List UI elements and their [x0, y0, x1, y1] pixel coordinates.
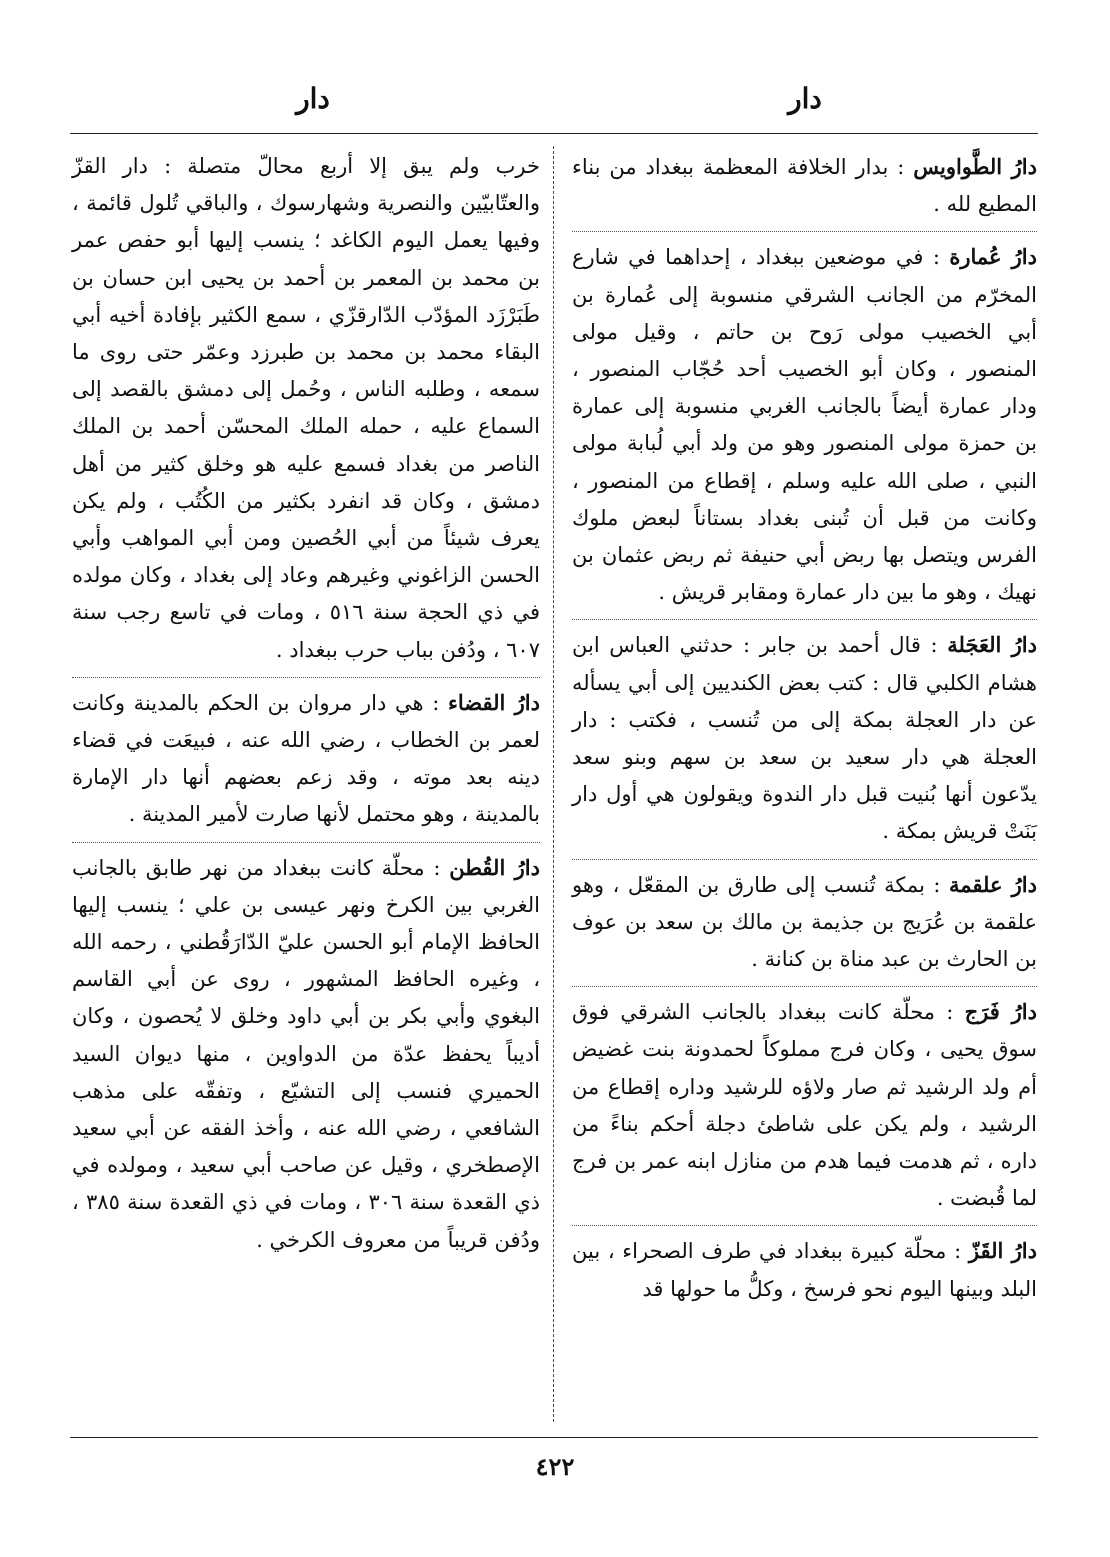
- bottom-rule: [70, 1437, 1038, 1438]
- entry-dar-ajala: [572, 626, 1037, 858]
- entry-text: : قال أحمد بن جابر : حدثني العباس ابن هشام الكلبي قال : كتب بعض الكنديين إلى أبي يسأله عن دار العجلة بمكة إلى من تُنسب ، فكتب : دار العجلة هي دار سعيد بن سعد بن سهم وبنو سعد يدّعون أنها بُنيت قبل دار الندوة ويقولون هي أول دار بَنَتْ قريش بمكة .: [572, 633, 1037, 844]
- entry-dar-qutn: [72, 849, 540, 1267]
- entry-dar-umara: [572, 238, 1037, 619]
- running-header-left: دار: [296, 82, 330, 115]
- left-column: [72, 148, 540, 1267]
- top-rule: [70, 133, 1038, 134]
- entry-text: : بدار الخلافة المعظمة ببغداد من بناء المطيع لله .: [572, 155, 1037, 217]
- entry-dar-alqama: [572, 866, 1037, 987]
- entry-dar-qada: [72, 684, 540, 842]
- entry-separator: [572, 986, 1037, 987]
- entry-term: دارُ القضاء: [448, 689, 540, 715]
- right-column: [572, 148, 1037, 1316]
- entry-term: دارُ العَجَلة: [947, 632, 1037, 658]
- entry-separator: [572, 619, 1037, 620]
- entry-dar-tawawis: [572, 148, 1037, 231]
- entry-term: دارُ فَرَج: [964, 999, 1037, 1025]
- entry-term: دارُ القَزّ: [968, 1238, 1037, 1264]
- entry-term: دارُ القُطن: [449, 854, 540, 880]
- entry-term: دارُ علقمة: [949, 871, 1037, 897]
- entry-separator: [572, 1225, 1037, 1226]
- entry-dar-faraj: [572, 993, 1037, 1225]
- entry-text: : هي دار مروان بن الحكم بالمدينة وكانت لعمر بن الخطاب ، رضي الله عنه ، فبيعَت في قضاء دينه بعد موته ، وقد زعم بعضهم أنها دار الإمارة بالمدينة ، وهو محتمل لأنها صارت لأمير المدينة .: [72, 690, 540, 827]
- entry-separator: [572, 859, 1037, 860]
- entry-separator: [72, 677, 540, 678]
- entry-text: : محلّة كانت ببغداد من نهر طابق بالجانب الغربي بين الكرخ ونهر عيسى بن علي ؛ ينسب إليها الحافظ الإمام أبو الحسن عليّ الدّارَقُطني ، رحمه الله ، وغيره الحافظ المشهور ، روى عن أبي القاسم البغوي وأبي بكر بن أبي داود وخلق لا يُحصون ، وكان أديباً يحفظ عدّة من الدواوين ، منها ديوان السيد الحميري فنسب إلى التشيّع ، وتفقّه على مذهب الشافعي ، رضي الله عنه ، وأخذ الفقه عن أبي سعيد الإصطخري ، وقيل عن صاحب أبي سعيد ، ومولده في ذي القعدة سنة ٣٠٦ ، ومات في ذي القعدة سنة ٣٨٥ ، ودُفن قريباً من معروف الكرخي .: [72, 855, 540, 1252]
- entry-separator: [72, 842, 540, 843]
- entry-term: دارُ الطَّواويس: [913, 154, 1037, 179]
- column-divider: [553, 146, 554, 1422]
- entry-text: : بمكة تُنسب إلى طارق بن المقعّل ، وهو علقمة بن عُرَيج بن جذيمة بن مالك بن سعد بن عوف بن الحارث بن عبد مناة بن كنانة .: [572, 872, 1037, 972]
- entry-text: خرب ولم يبق إلا أربع محالّ متصلة : دار القزّ والعتّابيّين والنصرية وشهارسوك ، والباقي تُلول قائمة ، وفيها يعمل اليوم الكاغد ؛ ينسب إليها أبو حفص عمر بن محمد بن المعمر بن أحمد بن يحيى ابن حسان بن طَبَرْزَد المؤدّب الدّارقزّي ، سمع الكثير بإفادة أخيه أبي البقاء محمد بن محمد بن طبرزد وعمّر حتى روى ما سمعه ، وطلبه الناس ، وحُمل إلى دمشق بالقصد إلى السماع عليه ، حمله الملك المحسّن أحمد بن الملك الناصر من بغداد فسمع عليه هو وخلق كثير من أهل دمشق ، وكان قد انفرد بكثير من الكُتُب ، ولم يكن يعرف شيئاً من أبي الحُصين ومن أبي المواهب وأبي الحسن الزاغوني وغيرهم وعاد إلى بغداد ، وكان مولده في ذي الحجة سنة ٥١٦ ، ومات في تاسع رجب سنة ٦٠٧ ، ودُفن بباب حرب ببغداد .: [72, 154, 540, 662]
- entry-separator: [572, 231, 1037, 232]
- entry-text: : محلّة كبيرة ببغداد في طرف الصحراء ، بين البلد وبينها اليوم نحو فرسخ ، وكلُّ ما حولها قد: [572, 1239, 1037, 1301]
- entry-continuation: [72, 148, 540, 677]
- entry-term: دارُ عُمارة: [949, 244, 1037, 270]
- entry-text: : محلّة كانت ببغداد بالجانب الشرقي فوق سوق يحيى ، وكان فرج مملوكاً لحمدونة بنت غضيض أم ولد الرشيد ثم صار ولاؤه للرشيد وداره إقطاع من الرشيد ، ولم يكن على شاطئ دجلة أحكم بناءً من داره ، ثم هدمت فيما هدم من منازل ابنه عمر بن فرج لما قُبضت .: [572, 1000, 1037, 1211]
- running-header-right: دار: [788, 82, 822, 115]
- entry-text: : في موضعين ببغداد ، إحداهما في شارع المخرّم من الجانب الشرقي منسوبة إلى عُمارة بن أبي الخصيب مولى رَوح بن حاتم ، وقيل مولى المنصور ، وكان أبو الخصيب أحد حُجّاب المنصور ، ودار عمارة أيضاً بالجانب الغربي منسوبة إلى عمارة بن حمزة مولى المنصور وهو من ولد أبي لُبابة مولى النبي ، صلى الله عليه وسلم ، إقطاع من المنصور ، وكانت من قبل أن تُبنى بغداد بستاناً لبعض ملوك الفرس ويتصل بها ربض أبي حنيفة ثم ربض عثمان بن نهيك ، وهو ما بين دار عمارة ومقابر قريش .: [572, 245, 1037, 605]
- entry-dar-qazz: [572, 1232, 1037, 1315]
- page-number: ٤٢٢: [535, 1452, 575, 1481]
